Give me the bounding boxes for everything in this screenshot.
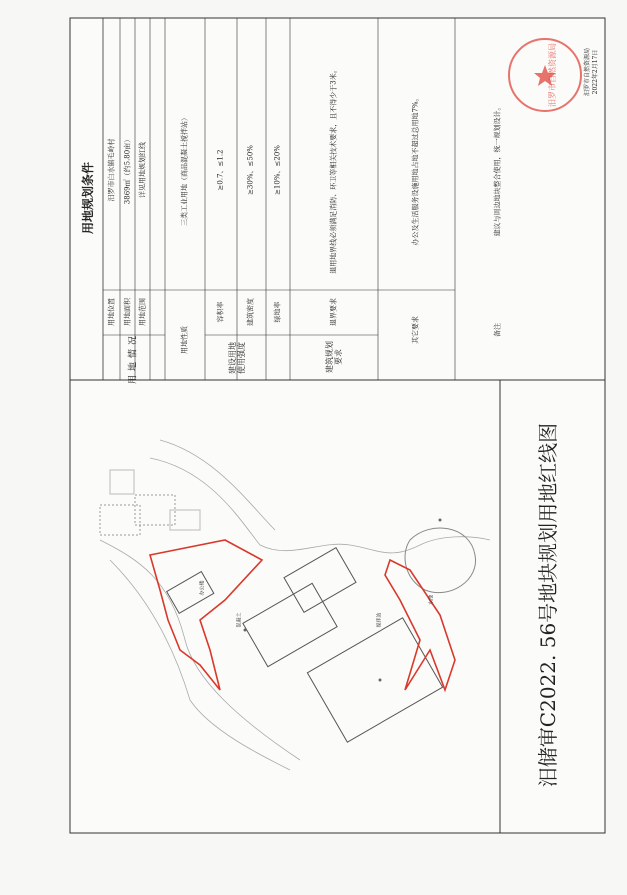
- land-nature-label: 用地性质: [180, 326, 189, 354]
- intensity-far-value: ≥0.7、≤1.2: [216, 149, 225, 191]
- land-nature-value: 三类工业用地（商品混凝土搅拌站）: [180, 114, 189, 226]
- map-title: 汨储审C2022. 56号地块规划用地红线图: [536, 422, 560, 788]
- seal-text: 汨罗市自然资源局: [548, 43, 557, 107]
- intensity-green-value: ≥10%、≤20%: [273, 145, 282, 195]
- row-range-value: 详见用地规划红线: [138, 142, 147, 198]
- intensity-green-label: 绿地率: [273, 301, 282, 323]
- setback-label: 退界要求: [329, 298, 338, 326]
- intensity-far-label: 容积率: [216, 301, 225, 323]
- row-area-value: 3869㎡（约5.80亩）: [123, 135, 132, 205]
- intensity-group-label: 建设用地使用强度: [228, 342, 246, 374]
- intensity-density-value: ≥30%、≤50%: [246, 145, 255, 195]
- building-group-label: 建筑规划要求: [325, 341, 343, 373]
- map-label-3: 办公楼: [199, 580, 206, 596]
- remarks-label: 备注: [493, 323, 502, 337]
- other-value: 办公及生活服务设施用地占地不超过总用地7%。: [411, 94, 420, 246]
- seal-date: 2022年2月17日: [592, 49, 599, 95]
- setback-value: 退用地界线必须满足消防、环卫等相关技术要求，且不得少于3米。: [329, 66, 338, 274]
- other-label: 其它要求: [411, 316, 420, 344]
- row-area-label: 用地面积: [123, 298, 132, 326]
- seal-note: 汨罗市自然资源局: [584, 47, 591, 97]
- map-label-1: 混凝土: [236, 612, 243, 628]
- intensity-density-label: 建筑密度: [246, 298, 255, 326]
- map-label-4: 水池: [428, 594, 435, 606]
- row-location-label: 用地位置: [107, 298, 116, 326]
- row-range-label: 用地范围: [138, 298, 147, 326]
- remarks-value: 建议与周边地块整合使用，统一规划设计。: [493, 103, 502, 237]
- land-use-group-label: 用地情况: [128, 331, 139, 385]
- row-location-value: 汨罗市白水镇毛岭村: [107, 138, 116, 202]
- map-label-2: 搅拌站: [376, 612, 383, 628]
- conditions-title: 用地规划条件: [81, 161, 95, 235]
